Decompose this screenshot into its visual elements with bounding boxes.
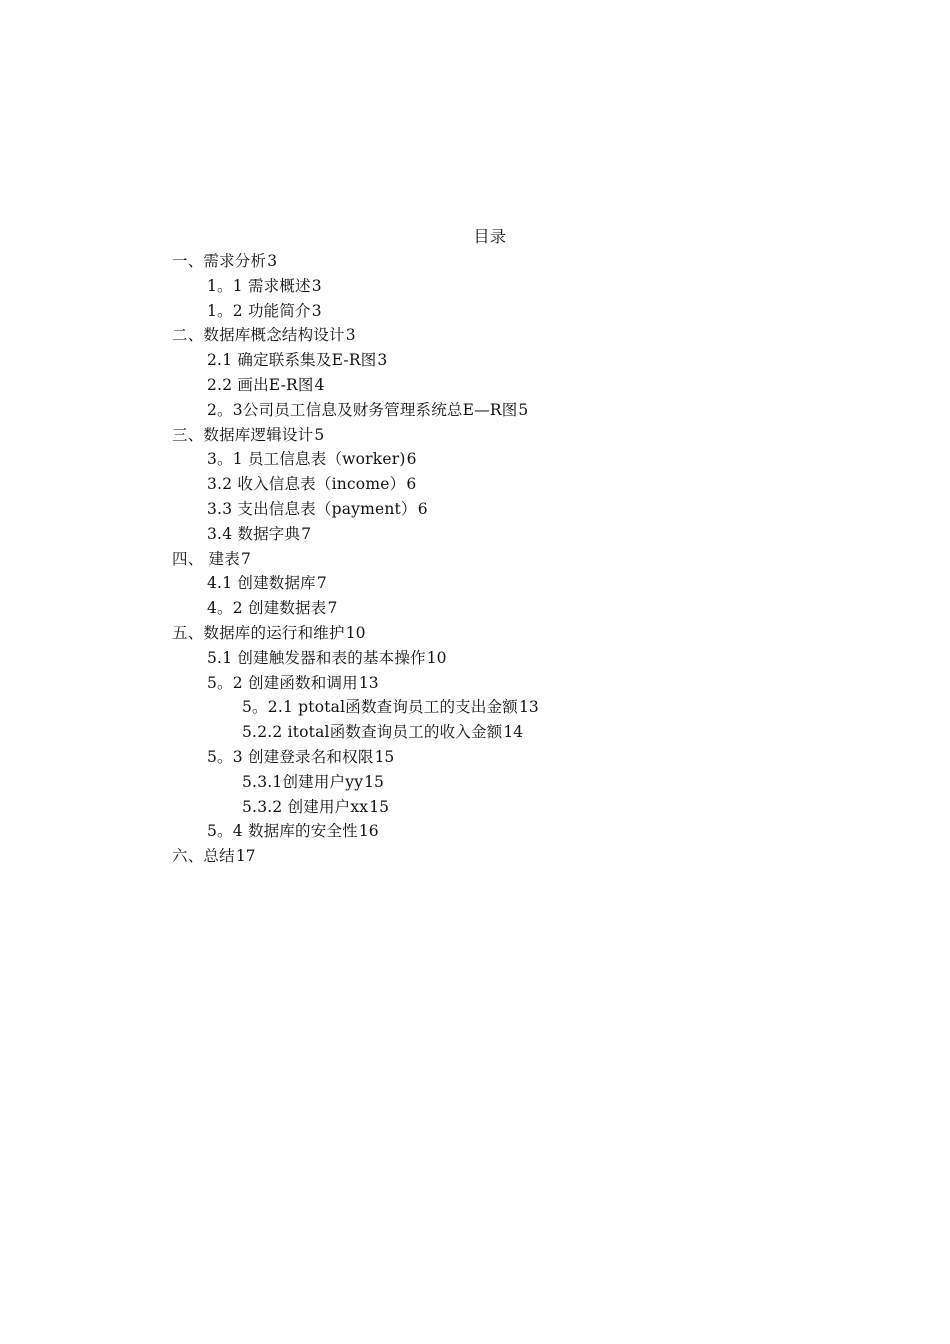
toc-entry-label: 3.2 收入信息表（income） <box>207 475 406 494</box>
toc-entry-page-number: 5 <box>314 425 325 444</box>
toc-entry[interactable] <box>172 522 892 547</box>
toc-entry[interactable] <box>172 249 892 274</box>
toc-entry-label: 4。2 创建数据表 <box>207 599 327 618</box>
toc-entry-page-number: 3 <box>311 276 322 295</box>
toc-entry-label: 3.4 数据字典 <box>207 524 301 543</box>
toc-entry-label: 1。1 需求概述 <box>207 276 311 295</box>
toc-entry-page-number: 4 <box>314 375 325 394</box>
toc-entry-label: 一、需求分析 <box>172 252 267 270</box>
toc-entry-page-number: 3 <box>345 326 356 345</box>
toc-entry-label: 5.3.1创建用户yy <box>242 772 364 791</box>
toc-entry[interactable] <box>172 373 892 398</box>
toc-entry[interactable] <box>172 547 892 572</box>
toc-entry[interactable] <box>172 497 892 522</box>
toc-entry-page-number: 13 <box>518 698 539 717</box>
toc-entry-label: 5。3 创建登录名和权限 <box>207 747 374 766</box>
toc-entry-page-number: 7 <box>301 524 312 543</box>
toc-entry-label: 4.1 创建数据库 <box>207 574 316 593</box>
toc-entry-label: 5。4 数据库的安全性 <box>207 822 358 841</box>
toc-entry[interactable] <box>172 795 892 820</box>
toc-entry-page-number: 10 <box>345 623 366 642</box>
toc-entry[interactable] <box>172 671 892 696</box>
toc-entry-page-number: 13 <box>358 673 379 692</box>
toc-entry-label: 5.1 创建触发器和表的基本操作 <box>207 648 426 667</box>
toc-entry-label: 3.3 支出信息表（payment） <box>207 499 417 518</box>
toc-list <box>172 249 892 869</box>
toc-entry-page-number: 15 <box>364 772 384 791</box>
toc-entry-page-number: 6 <box>417 499 428 518</box>
toc-entry[interactable] <box>172 472 892 497</box>
toc-entry-label: 六、总结 <box>172 847 235 866</box>
toc-entry-label: 2。3公司员工信息及财务管理系统总E—R图 <box>207 400 518 419</box>
toc-entry-page-number: 7 <box>316 574 327 593</box>
toc-entry-label: 二、数据库概念结构设计 <box>172 326 345 345</box>
toc-entry-label: 三、数据库逻辑设计 <box>172 425 314 444</box>
toc-entry[interactable] <box>172 596 892 621</box>
toc-entry-page-number: 3 <box>267 252 278 270</box>
toc-entry-label: 5.3.2 创建用户xx <box>242 797 369 816</box>
toc-entry-label: 四、 建表 <box>172 549 240 568</box>
toc-entry[interactable] <box>172 745 892 770</box>
toc-entry-label: 5。2.1 ptotal函数查询员工的支出金额 <box>242 698 518 717</box>
toc-entry[interactable] <box>172 299 892 324</box>
toc-entry-page-number: 16 <box>358 822 379 841</box>
toc-entry-page-number: 14 <box>503 723 524 742</box>
toc-entry-page-number: 5 <box>518 400 529 419</box>
toc-entry-page-number: 7 <box>240 549 251 568</box>
toc-entry[interactable] <box>172 447 892 472</box>
toc-entry-label: 2.2 画出E-R图 <box>207 375 314 394</box>
toc-entry[interactable] <box>172 423 892 448</box>
toc-entry-page-number: 15 <box>374 747 395 766</box>
toc-entry-label: 2.1 确定联系集及E-R图 <box>207 351 377 370</box>
toc-entry[interactable] <box>172 571 892 596</box>
toc-entry-page-number: 7 <box>327 599 338 618</box>
toc-entry[interactable] <box>172 398 892 423</box>
toc-entry[interactable] <box>172 348 892 373</box>
toc-entry-label: 1。2 功能简介 <box>207 301 311 320</box>
toc-entry-page-number: 15 <box>369 797 389 816</box>
toc-entry-page-number: 17 <box>235 847 256 866</box>
toc-entry-label: 五、数据库的运行和维护 <box>172 623 345 642</box>
toc-entry-page-number: 3 <box>377 351 388 370</box>
toc-entry[interactable] <box>172 720 892 745</box>
toc-entry-page-number: 6 <box>406 475 417 494</box>
toc-entry-page-number: 3 <box>311 301 322 320</box>
toc-entry-page-number: 10 <box>426 648 447 667</box>
toc-entry[interactable] <box>172 323 892 348</box>
toc-entry-label: 5.2.2 itotal函数查询员工的收入金额 <box>242 723 503 742</box>
toc-title: 目录 <box>473 227 507 246</box>
toc-entry-page-number: 6 <box>406 450 417 469</box>
toc-entry[interactable] <box>172 621 892 646</box>
toc-entry[interactable] <box>172 274 892 299</box>
toc-entry-label: 3。1 员工信息表（worker) <box>207 450 406 469</box>
toc-entry[interactable] <box>172 646 892 671</box>
toc-entry[interactable] <box>172 770 892 795</box>
toc-entry[interactable] <box>172 844 892 869</box>
toc-entry-label: 5。2 创建函数和调用 <box>207 673 358 692</box>
toc-entry[interactable] <box>172 695 892 720</box>
toc-entry[interactable] <box>172 819 892 844</box>
